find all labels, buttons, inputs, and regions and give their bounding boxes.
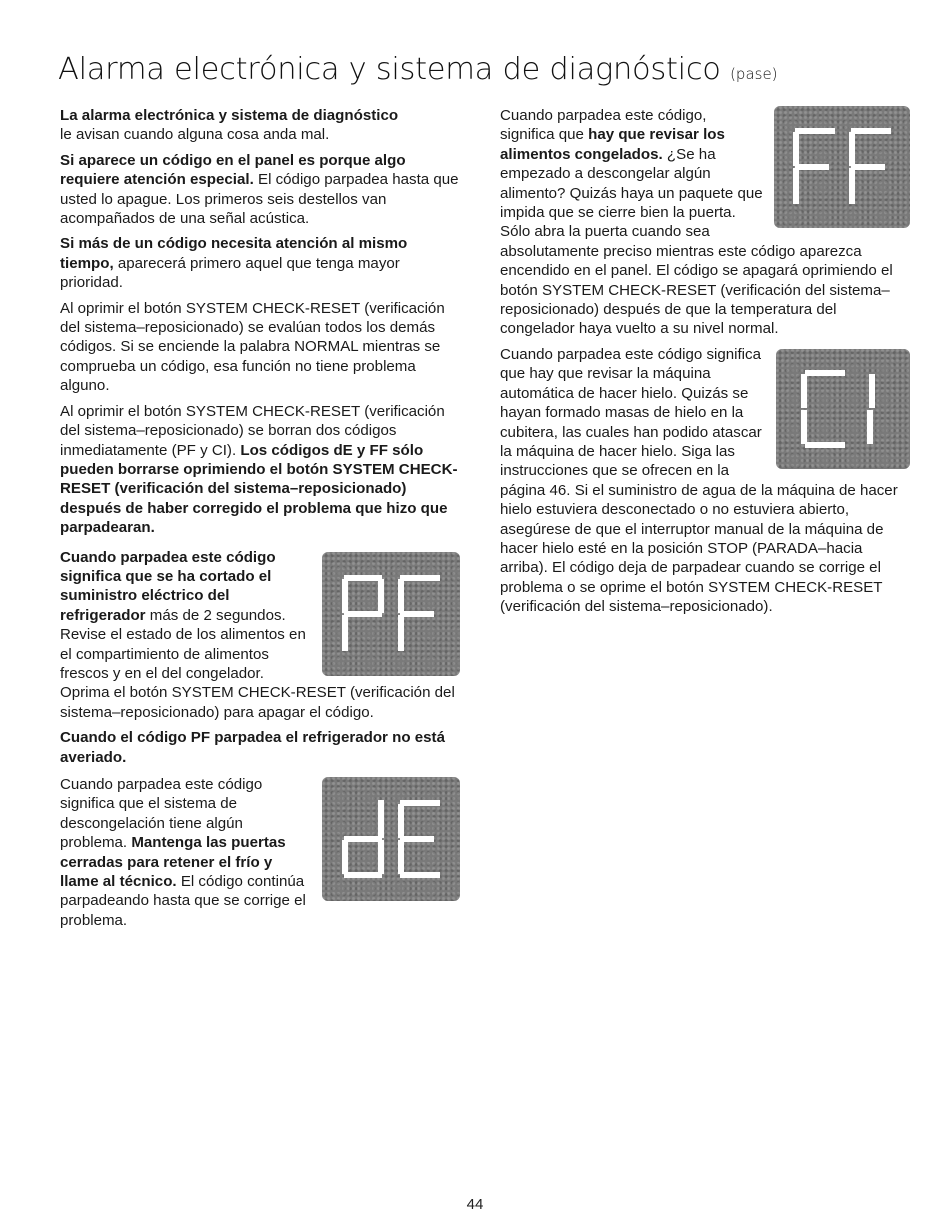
page-number: 44 xyxy=(466,1196,484,1213)
priority-paragraph xyxy=(60,234,460,292)
pf-section xyxy=(60,548,460,723)
ci-paragraph: Cuando parpadea este código significa que hay que revisar la máquina automática de hacer hielo. Quizás se hayan formado masas de hielo en la cubitera, las cuales han podido atascar la máquina de hacer hielo. Siga las instrucciones que se ofrecen en la página 46. Si el suministro de agua de la máquina de hacer hielo estuviera desconectado o no estuviera abierto, asegúrese de que el interruptor manual de la máquina de hacer hielo esté en la posición STOP (PARADA–hacia arriba). El código deja de parpadear cuando se corrige el problema o se oprime el botón SYSTEM CHECK-RESET (verificación del sistema–reposicionado). xyxy=(500,345,898,616)
code-appears-paragraph xyxy=(60,151,460,229)
clear-codes-paragraph xyxy=(60,402,460,538)
de-section xyxy=(60,775,460,930)
title-suffix: (pase) xyxy=(730,65,778,83)
de-display-icon xyxy=(336,796,446,882)
ff-text-1: Cuando parpadea este código, significa que xyxy=(500,107,707,144)
pf-bold: Cuando parpadea este código significa que se ha cortado el suministro eléctrico del refrigerador xyxy=(60,548,276,624)
ff-display-icon xyxy=(787,124,897,210)
page-title xyxy=(58,52,778,87)
intro-paragraph xyxy=(60,106,460,145)
ci-section xyxy=(500,345,910,617)
left-column xyxy=(60,106,460,936)
pf-text: más de 2 segundos. Revise el estado de los alimentos en el compartimiento de alimentos frescos y en el del congelador. Oprima el botón SYSTEM CHECK-RESET (verificación del sistema–reposicionado) para apagar el código. xyxy=(60,606,455,721)
priority-text: aparecerá primero aquel que tenga mayor prioridad. xyxy=(60,254,400,292)
check-reset-paragraph: Al oprimir el botón SYSTEM CHECK-RESET (verificación del sistema–reposicionado) se evalúan todos los demás códigos. Si se enciende la palabra NORMAL mientras se comprueba un código, esa función no tiene problema alguno. xyxy=(60,299,445,395)
de-code-display xyxy=(322,777,460,901)
intro-text: le avisan cuando alguna cosa anda mal. xyxy=(60,126,330,144)
pf-note: Cuando el código PF parpadea el refrigerador no está averiado. xyxy=(60,729,445,766)
ff-bold: hay que revisar los alimentos congelados. xyxy=(500,126,725,163)
intro-bold: La alarma electrónica y sistema de diagnóstico xyxy=(60,107,399,124)
code-appears-bold: Si aparece un código en el panel es porque algo requiere atención especial. xyxy=(60,151,406,189)
right-column xyxy=(500,106,910,623)
priority-bold: Si más de un código necesita atención al mismo tiempo, xyxy=(60,235,408,272)
ci-display-icon xyxy=(793,366,893,452)
de-bold: Mantenga las puertas cerradas para retener el frío y llame al técnico. xyxy=(60,834,286,891)
de-text-1: Cuando parpadea este código significa que el sistema de descongelación tiene algún problema. xyxy=(60,776,263,852)
title-main: Alarma electrónica y sistema de diagnóstico xyxy=(58,52,721,87)
clear-codes-bold: Los códigos dE y FF sólo pueden borrarse oprimiendo el botón SYSTEM CHECK-RESET (verificación del sistema–reposicionado) después de haber corregido el problema que hizo que parpadearan. xyxy=(60,441,458,537)
de-text-2: El código continúa parpadeando hasta que se corrige el problema. xyxy=(60,873,306,929)
pf-display-icon xyxy=(336,571,446,657)
ci-code-display xyxy=(776,349,910,469)
ff-section xyxy=(500,106,910,339)
pf-code-display xyxy=(322,552,460,676)
ff-code-display xyxy=(774,106,910,228)
code-appears-text: El código parpadea hasta que usted lo apague. Los primeros seis destellos van acompañados de una señal acústica. xyxy=(60,171,459,228)
clear-codes-text: Al oprimir el botón SYSTEM CHECK-RESET (verificación del sistema–reposicionado) se borran dos códigos inmediatamente (PF y CI). xyxy=(60,402,445,459)
ff-text-2: ¿Se ha empezado a descongelar algún alimento? Quizás haya un paquete que impida que se cierre bien la puerta. Sólo abra la puerta cuando sea absolutamente preciso mientras este código aparezca encendido en el panel. El código se apagará oprimiendo el botón SYSTEM CHECK-RESET (verificación del sistema–reposicionado) después de que la temperatura del congelador haya vuelto a su nivel normal. xyxy=(500,145,893,338)
